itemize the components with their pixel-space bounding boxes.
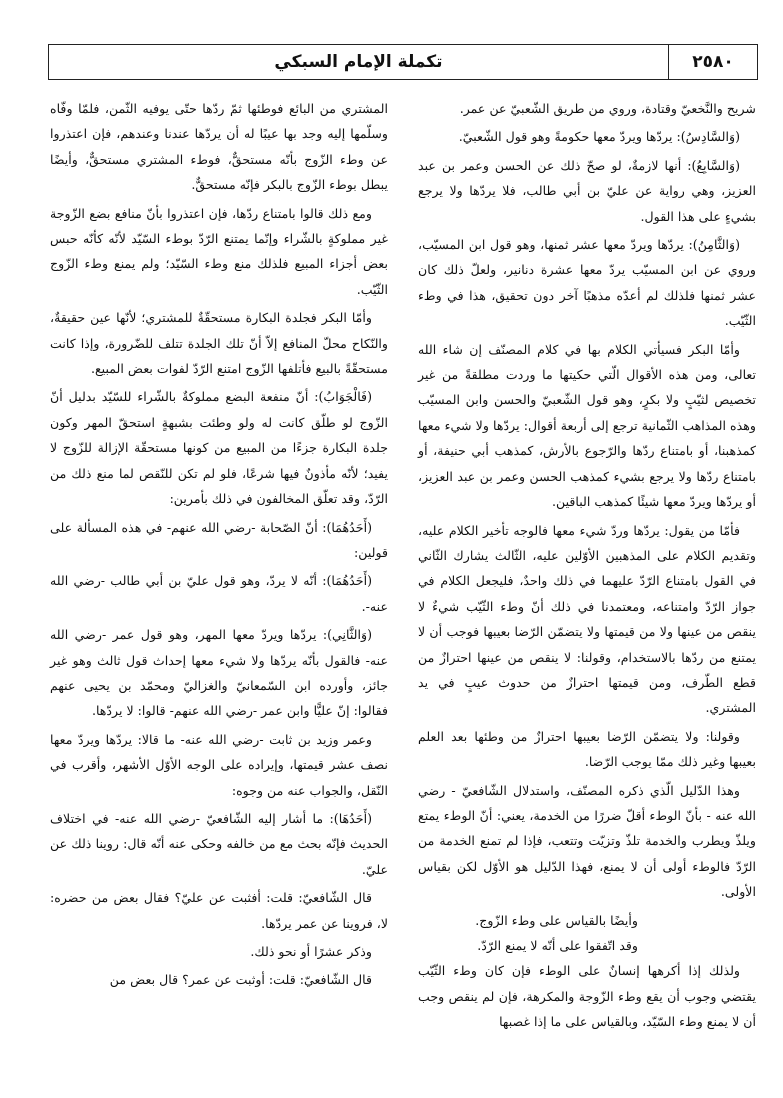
- paragraph: وذكر عشرًا أو نحو ذلك.: [250, 944, 372, 959]
- paragraph: وقد اتّفقوا على أنّه لا يمنع الرّدّ.: [477, 938, 638, 953]
- paragraph: وأمّا البكر فسيأتي الكلام بها في كلام المصنّف إن شاء الله تعالى، ومن هذه الأقوال الّتي حكيتها ما وردت مطلقةً من غير تخصيص لثيّبٍ ولا بكرٍ، وهو قول الشّعبيّ والحسن وابن المسيّب وهذه المذاهب الثّمانية ترجع إلى أربعة أقوال: يردّها ولا شيء معها كمذهبنا، أو بامتناع ردّها والرّجوع بالأرش، كمذهب أبي حنيفة، أو بامتناع ردّها ولا يرجع بشيء كمذهب الحسن وعمر بن عبد العزيز، أو يردّها ويردّ معها شيئًا كمذهب الباقين.: [418, 341, 756, 510]
- paragraph: ولذلك إذا أكرهها إنسانٌ على الوطء فإن كان وطء الثّيّب يقتضي وجوب أن يقع وطء الزّوجة والمكرهة، فإن لم ينقص وجب أن لا يمنع وطء السّيّد، وبالقياس على ما إذا غصبها: [418, 963, 756, 1030]
- paragraph: (وَالثَّانِي): يردّها ويردّ معها المهر، وهو قول عمر -رضي الله عنه- فالقول بأنّه يردّها ولا شيء معها إحداث قول ثالث وهو غير جائز، وأورده ابن السّمعانيّ والغزاليّ ومحمّد بن يحيى عنهم فقالوا: إنّ عليًّا وابن عمر -رضي الله عنهم- قالوا: لا يردّها.: [50, 627, 388, 719]
- paragraph: وأيضًا بالقياس على وطء الزّوج.: [475, 912, 638, 928]
- paragraph: ومع ذلك قالوا بامتناع ردّها، فإن اعتذروا بأنّ منافع بضع الزّوجة غير مملوكةٍ بالشّراء وإنّما يمتنع الرّدّ بوطء السّيّد لأنّه كأنّه حبس بعض أجزاء المبيع فلذلك منع وطء السّيّد؛ ولم يمنع وطء الزّوج الثّيّب.: [50, 205, 388, 297]
- paragraph: فأمّا من يقول: يردّها وردّ شيء معها فالوجه تأخير الكلام عليه، وتقديم الكلام على المذهبين الأوّلين عليه، الثّالث يشارك الثّاني في القول بامتناع الرّدّ عليهما في ذلك واحدٌ، فليجعل الكلام في جواز الرّدّ وامتناعه، ومعتمدنا في ذلك أنّ وطء الثّيّب شيءٌ لا ينقص من عينها ولا من قيمتها ولا يتضمّن الرّضا بعيبها فوجب أن لا يمتنع من ردّها بالاستخدام، وقولنا: لا ينقص من عينها احترازٌ من قطع الطّرف، ومن قيمتها احترازٌ من حدوث عيبٍ في يد المشتري.: [418, 522, 756, 716]
- paragraph: قال الشّافعيّ: قلت: أفثبت عن عليّ؟ فقال بعض من حضره: لا، فروينا عن عمر يردّها.: [50, 890, 388, 931]
- paragraph: وعمر وزيد بن ثابت -رضي الله عنه- ما قالا: يردّها ويردّ معها نصف عشر قيمتها، وإيراده على الوجه الأوّل الأشهر، وأقرب في النّقل، والجواب عنه من وجوه:: [50, 731, 388, 798]
- right-column: [418, 96, 756, 1086]
- paragraph: (وَالسَّادِسُ): يردّها ويردّ معها حكومةً وهو قول الشّعبيّ.: [458, 129, 740, 145]
- left-column: [50, 96, 388, 1086]
- text-columns: [50, 96, 756, 1086]
- paragraph: وهذا الدّليل الّذي ذكره المصنّف، واستدلال الشّافعيّ - رضي الله عنه - بأنّ الوطء أقلّ ضررًا من الخدمة، يعني: أنّ الوطء يمتع ويلذّ ويطرب والخدمة تلذّ وتزيّت وتتعب، فإذا لم تمنع الخدمة من الرّدّ فالوطء أولى أن لا يمنع، فهذا الدّليل هو الأوّل لكن بقياس الأولى.: [418, 782, 756, 900]
- paragraph: (أَحَدُهَا): ما أشار إليه الشّافعيّ -رضي الله عنه- في اختلاف الحديث فإنّه بحث مع من خالفه وحكى عنه أنّه قال: روينا ذلك عن عليّ.: [50, 810, 388, 877]
- paragraph: (أَحَدُهُمَا): أنّه لا يردّ، وهو قول عليّ بن أبي طالب -رضي الله عنه-.: [50, 573, 388, 614]
- book-title: تكملة الإمام السبكي: [274, 52, 443, 72]
- page-header: [48, 44, 758, 80]
- paragraph: وقولنا: ولا يتضمّن الرّضا بعيبها احترازٌ من وطئها بعد العلم بعيبها وغير ذلك ممّا يوجب الرّضا.: [418, 728, 756, 770]
- paragraph: المشتري من البائع فوطئها ثمّ ردّها حتّى يوفيه الثّمن، فلمّا وفّاه وسلّمها إليه وجد بها عيبًا له أن يردّها عندنا وعندهم، فإن اعتذروا عن وطء الزّوج بأنّه مستحقٌّ، فوطء المشتري مستحقٌّ، وأيضًا يبطل بوطء الزّوج بالبكر فإنّه مستحقٌّ.: [50, 101, 388, 193]
- paragraph: قال الشّافعيّ: قلت: أوثبت عن عمر؟ قال بعض من: [109, 972, 372, 988]
- paragraph: (وَالثَّامِنُ): يردّها ويردّ معها عشر ثمنها، وهو قول ابن المسيّب، وروي عن ابن المسيّب يردّ معها عشرة دنانير، ولعلّ ذلك كان عشر ثمنها فلذلك لم أعدّه مذهبًا آخر دون تحقيق، هذا في وطء الثّيّب.: [418, 237, 756, 329]
- paragraph: وأمّا البكر فجلدة البكارة مستحقّةٌ للمشتري؛ لأنّها عين حقيقةٌ، والنّكاح محلّ المنافع إلاّ أنّ تلك الجلدة تتلف للضّرورة، وإذا كانت مستحقّةً بالبيع فأتلفها الزّوج امتنع الرّدّ لفوات بعض المبيع.: [50, 310, 388, 377]
- page-number: ٢٥٨٠: [668, 45, 757, 79]
- paragraph: (وَالسَّابِعُ): أنها لازمةٌ، لو صحّ ذلك عن الحسن وعمر بن عبد العزيز، وهي رواية عن عليّ بن أبي طالب، فلا يردّها ولا يرجع بشيءٍ على هذا القول.: [418, 157, 756, 224]
- paragraph: (أَحَدُهُمَا): أنّ الصّحابة -رضي الله عنهم- في هذه المسألة على قولين:: [50, 519, 388, 560]
- paragraph: (فَالْجَوَابُ): أنّ منفعة البضع مملوكةٌ بالشّراء للسّيّد بدليل أنّ الزّوج لو طلّق كانت له ولو وطئت بشبهةٍ استحقّ المهر وكون جلدة البكارة جزءًا من المبيع من كونها مستحقّة الإزالة للزّوج لا يفيد؛ لأنّه مأذونٌ فيها شرعًا، فلو لم تكن للنّقص لما منع ذلك من الرّدّ، وقد تعلّق المخالفون في ذلك بأمرين:: [50, 389, 388, 507]
- paragraph: شريح والنَّخعيّ وقتادة، وروي من طريق الشّعبيّ عن عمر.: [459, 101, 756, 116]
